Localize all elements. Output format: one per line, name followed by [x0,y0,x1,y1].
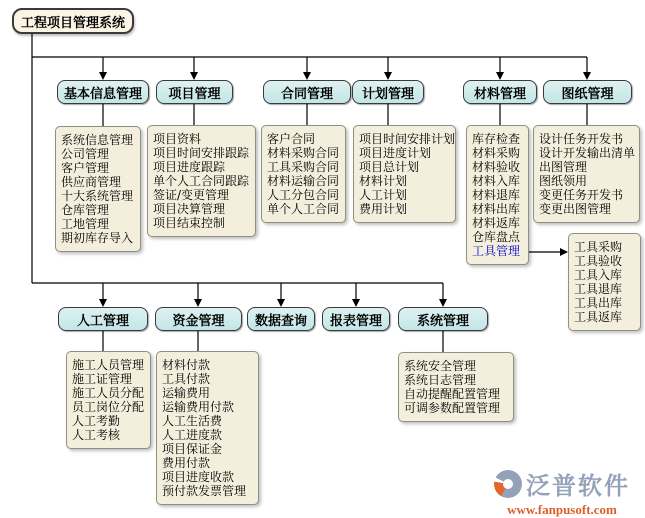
list-item: 变更任务开发书 [539,188,624,202]
list-item: 人工分包合同 [267,188,340,202]
list-item: 变更出图管理 [539,202,612,216]
list-item: 运输费用 [162,386,211,400]
branch-node-data-query: 数据查询 [247,307,315,331]
list-item: 人工计划 [359,188,408,202]
list-item: 工具退库 [574,282,623,296]
fanpu-logo-icon [494,470,522,498]
list-box-labor [66,351,151,449]
branch-node-drawing: 图纸管理 [543,80,632,104]
fanpu-logo [494,466,630,518]
list-box-contract [261,125,346,223]
list-box-project [147,125,256,237]
list-item: 项目保证金 [162,442,223,456]
list-item: 工地管理 [61,217,110,231]
list-item: 施工证管理 [72,372,133,386]
list-item: 出图管理 [539,160,588,174]
list-item: 人工生活费 [162,414,223,428]
branch-node-contract: 合同管理 [263,80,351,104]
list-item: 项目总计划 [359,160,420,174]
list-item: 公司管理 [61,147,110,161]
list-item: 项目时间安排计划 [359,132,456,146]
list-item: 系统信息管理 [61,133,134,147]
list-box-drawing [533,125,640,223]
list-item: 签证/变更管理 [153,188,230,202]
branch-node-system: 系统管理 [398,307,488,331]
list-item: 人工考勤 [72,414,121,428]
list-box-funds [156,351,259,505]
list-item: 仓库盘点 [472,230,521,244]
list-item: 工具出库 [574,296,623,310]
branch-node-material: 材料管理 [463,80,537,104]
list-item: 系统日志管理 [404,373,477,387]
list-item: 项目资料 [153,132,202,146]
list-item: 设计开发输出清单 [539,146,636,160]
branch-node-labor: 人工管理 [58,307,148,331]
list-item: 材料采购 [472,146,521,160]
branch-node-project: 项目管理 [156,80,233,104]
list-item: 费用计划 [359,202,408,216]
list-item: 材料运输合同 [267,174,340,188]
list-item: 项目进度跟踪 [153,160,226,174]
list-item: 单个人工合同跟踪 [153,174,250,188]
branch-node-plan: 计划管理 [352,80,424,104]
list-item: 工具入库 [574,268,623,282]
fanpu-logo-name: 泛普软件 [526,472,630,500]
list-item: 项目结束控制 [153,216,226,230]
list-item: 项目进度收款 [162,470,235,484]
list-item: 材料退库 [472,188,521,202]
list-item: 材料入库 [472,174,521,188]
list-box-material [466,125,529,265]
list-item: 人工考核 [72,428,121,442]
list-item: 设计任务开发书 [539,132,624,146]
list-item: 材料计划 [359,174,408,188]
root-node: 工程项目管理系统 [12,8,134,34]
list-item: 项目时间安排跟踪 [153,146,250,160]
list-item: 人工进度款 [162,428,223,442]
list-item-link[interactable]: 工具管理 [472,244,521,258]
list-item: 图纸领用 [539,174,588,188]
list-item: 工具采购合同 [267,160,340,174]
list-item: 工具返库 [574,310,623,324]
list-item: 材料返库 [472,216,521,230]
list-item: 客户管理 [61,161,110,175]
list-box-plan [353,125,456,223]
list-item: 供应商管理 [61,175,122,189]
list-item: 材料采购合同 [267,146,340,160]
branch-node-report: 报表管理 [322,307,390,331]
list-item: 项目决算管理 [153,202,226,216]
list-item: 费用付款 [162,456,211,470]
list-item: 工具付款 [162,372,211,386]
list-item: 运输费用付款 [162,400,235,414]
list-item: 施工人员分配 [72,386,145,400]
list-item: 期初库存导入 [61,231,134,245]
list-item: 材料验收 [472,160,521,174]
branch-node-basic-info: 基本信息管理 [57,80,149,104]
branch-node-funds: 资金管理 [155,307,242,331]
list-item: 施工人员管理 [72,358,145,372]
fanpu-logo-url[interactable]: www.fanpusoft.com [507,502,617,517]
list-item: 预付款发票管理 [162,484,247,498]
list-item: 仓库管理 [61,203,110,217]
list-item: 材料付款 [162,358,211,372]
list-item: 系统安全管理 [404,359,477,373]
list-item: 十大系统管理 [61,189,134,203]
list-item: 项目进度计划 [359,146,432,160]
list-item: 工具验收 [574,254,623,268]
list-item: 客户合同 [267,132,316,146]
list-item: 工具采购 [574,240,623,254]
list-item: 自动提醒配置管理 [404,387,501,401]
list-box-tools [568,233,641,331]
list-box-basic-info [55,126,141,252]
list-item: 单个人工合同 [267,202,340,216]
list-item: 员工岗位分配 [72,400,145,414]
list-box-system [398,352,514,422]
list-item: 库存检查 [472,132,521,146]
list-item: 可调参数配置管理 [404,401,501,415]
list-item: 材料出库 [472,202,521,216]
